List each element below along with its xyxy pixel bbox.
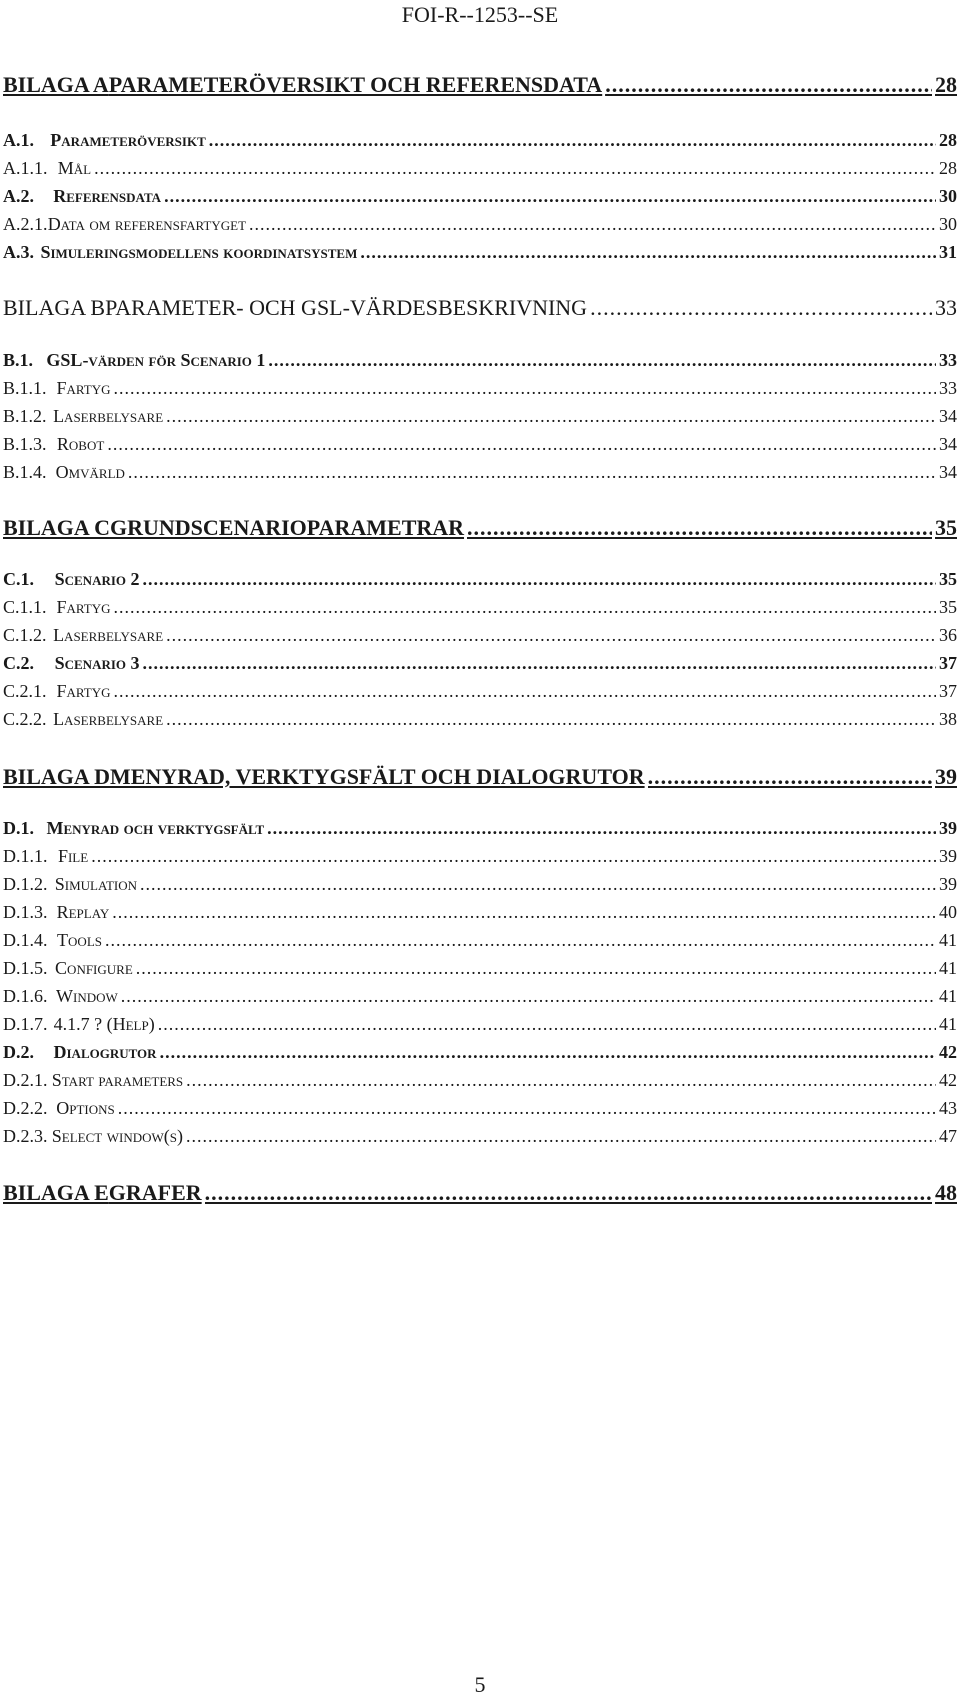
toc-entry-page: 31 bbox=[939, 242, 957, 262]
toc-entry[interactable] bbox=[0, 709, 960, 730]
toc-entry-title: Data om referensfartyget bbox=[47, 214, 247, 234]
toc-leader-dots bbox=[268, 350, 936, 371]
toc-entry-number: BILAGA B bbox=[3, 295, 106, 320]
toc-entry-page: 34 bbox=[939, 434, 957, 454]
toc-entry[interactable] bbox=[0, 930, 960, 951]
toc-entry-title: Menyrad och verktygsfält bbox=[46, 818, 265, 838]
toc-entry-title: Referensdata bbox=[53, 186, 162, 206]
toc-entry[interactable] bbox=[0, 350, 960, 371]
toc-leader-dots bbox=[205, 1180, 932, 1206]
toc-leader-dots bbox=[249, 214, 936, 235]
toc-entry[interactable] bbox=[0, 515, 960, 541]
toc-entry-title: Parameteröversikt bbox=[50, 130, 206, 150]
toc-entry-page: 41 bbox=[939, 1014, 957, 1034]
toc-entry[interactable] bbox=[0, 846, 960, 867]
toc-entry-title: Options bbox=[56, 1098, 115, 1118]
toc-entry-title: Fartyg bbox=[56, 597, 111, 617]
toc-leader-dots bbox=[118, 1098, 936, 1119]
toc-entry-title: Fartyg bbox=[56, 378, 111, 398]
toc-leader-dots bbox=[136, 958, 936, 979]
toc-entry-number: D.1.5. bbox=[3, 958, 48, 978]
toc-entry-number: D.1.3. bbox=[3, 902, 48, 922]
toc-entry-page: 33 bbox=[935, 295, 957, 320]
toc-entry[interactable] bbox=[0, 818, 960, 839]
toc-entry-page: 40 bbox=[939, 902, 957, 922]
toc-entry-page: 28 bbox=[935, 72, 957, 97]
toc-entry-title: Select window(s) bbox=[51, 1126, 183, 1146]
toc-entry-number: A.1.1. bbox=[3, 158, 48, 178]
toc-leader-dots bbox=[160, 1042, 936, 1063]
document-id-header: FOI-R--1253--SE bbox=[401, 2, 559, 27]
toc-entry-title: GRUNDSCENARIOPARAMETRAR bbox=[109, 515, 465, 540]
toc-entry-number: A.2. bbox=[3, 186, 34, 206]
toc-entry[interactable] bbox=[0, 653, 960, 674]
toc-entry-title: Simulation bbox=[54, 874, 137, 894]
toc-entry[interactable] bbox=[0, 214, 960, 235]
toc-entry[interactable] bbox=[0, 597, 960, 618]
toc-entry-number: D.1.4. bbox=[3, 930, 48, 950]
toc-entry[interactable] bbox=[0, 462, 960, 483]
toc-entry-number: D.2. bbox=[3, 1042, 34, 1062]
toc-entry[interactable] bbox=[0, 1070, 960, 1091]
toc-entry[interactable] bbox=[0, 1042, 960, 1063]
toc-entry-page: 34 bbox=[939, 462, 957, 482]
toc-leader-dots bbox=[143, 653, 936, 674]
toc-entry-number: A.1. bbox=[3, 130, 34, 150]
toc-entry-page: 30 bbox=[939, 214, 957, 234]
toc-entry-page: 33 bbox=[939, 350, 957, 370]
toc-entry-number: B.1. bbox=[3, 350, 34, 370]
toc-entry[interactable] bbox=[0, 681, 960, 702]
toc-entry[interactable] bbox=[0, 625, 960, 646]
toc-entry[interactable] bbox=[0, 764, 960, 790]
toc-entry-title: Laserbelysare bbox=[53, 625, 164, 645]
toc-entry-title: Fartyg bbox=[56, 681, 111, 701]
toc-entry-title: Replay bbox=[56, 902, 110, 922]
toc-entry-number: B.1.4. bbox=[3, 462, 47, 482]
toc-entry-page: 30 bbox=[939, 186, 957, 206]
toc-entry-page: 42 bbox=[939, 1070, 957, 1090]
toc-leader-dots bbox=[158, 1014, 936, 1035]
toc-entry-title: Scenario 2 bbox=[54, 569, 140, 589]
toc-leader-dots bbox=[105, 930, 936, 951]
toc-entry-title: Laserbelysare bbox=[53, 709, 164, 729]
toc-entry-page: 41 bbox=[939, 930, 957, 950]
toc-entry-page: 35 bbox=[939, 597, 957, 617]
toc-entry-number: D.1. bbox=[3, 818, 34, 838]
toc-entry-number: C.2.2. bbox=[3, 709, 47, 729]
toc-entry-number: D.2.1. bbox=[3, 1070, 48, 1090]
toc-entry-title: MENYRAD, VERKTYGSFÄLT OCH DIALOGRUTOR bbox=[109, 764, 645, 789]
toc-entry-number: D.1.1. bbox=[3, 846, 48, 866]
toc-entry[interactable] bbox=[0, 1126, 960, 1147]
toc-leader-dots bbox=[166, 406, 936, 427]
toc-entry-title: Simuleringsmodellens koordinatsystem bbox=[40, 242, 358, 262]
toc-leader-dots bbox=[605, 72, 932, 98]
toc-entry-title: Configure bbox=[55, 958, 133, 978]
toc-entry[interactable] bbox=[0, 242, 960, 263]
toc-leader-dots bbox=[186, 1126, 936, 1147]
toc-entry[interactable] bbox=[0, 186, 960, 207]
toc-entry[interactable] bbox=[0, 295, 960, 321]
toc-entry-page: 35 bbox=[935, 515, 957, 540]
toc-entry-title: PARAMETER- OCH GSL-VÄRDESBESKRIVNING bbox=[105, 295, 588, 320]
toc-entry-title: 4.1.7 ? (Help) bbox=[53, 1014, 155, 1034]
toc-entry-number: BILAGA A bbox=[3, 72, 109, 97]
toc-entry-number: BILAGA D bbox=[3, 764, 110, 789]
toc-entry-number: A.3. bbox=[3, 242, 34, 262]
toc-entry-number: C.2.1. bbox=[3, 681, 47, 701]
toc-leader-dots bbox=[114, 597, 936, 618]
toc-entry-page: 33 bbox=[939, 378, 957, 398]
toc-entry-page: 43 bbox=[939, 1098, 957, 1118]
toc-entry-number: A.2.1. bbox=[3, 214, 48, 234]
toc-entry[interactable] bbox=[0, 1098, 960, 1119]
toc-entry-title: File bbox=[57, 846, 89, 866]
toc-entry-number: C.1.2. bbox=[3, 625, 47, 645]
toc-entry-title: GRAFER bbox=[108, 1180, 202, 1205]
toc-leader-dots bbox=[107, 434, 936, 455]
toc-entry-page: 47 bbox=[939, 1126, 957, 1146]
toc-entry[interactable] bbox=[0, 130, 960, 151]
toc-entry-page: 39 bbox=[935, 764, 957, 789]
toc-entry-number: BILAGA E bbox=[3, 1180, 109, 1205]
toc-entry[interactable] bbox=[0, 569, 960, 590]
toc-leader-dots bbox=[166, 625, 936, 646]
toc-entry-page: 38 bbox=[939, 709, 957, 729]
toc-entry-page: 37 bbox=[939, 681, 957, 701]
toc-entry-title: Start parameters bbox=[51, 1070, 184, 1090]
toc-entry[interactable] bbox=[0, 378, 960, 399]
toc-entry-page: 34 bbox=[939, 406, 957, 426]
toc-leader-dots bbox=[112, 902, 936, 923]
toc-entry-number: B.1.3. bbox=[3, 434, 47, 454]
toc-entry[interactable] bbox=[0, 874, 960, 895]
toc-leader-dots bbox=[467, 515, 932, 541]
toc-entry-page: 48 bbox=[935, 1180, 957, 1205]
toc-leader-dots bbox=[91, 846, 936, 867]
toc-entry[interactable] bbox=[0, 406, 960, 427]
toc-leader-dots bbox=[114, 378, 936, 399]
toc-entry-page: 36 bbox=[939, 625, 957, 645]
toc-entry-page: 39 bbox=[939, 846, 957, 866]
toc-leader-dots bbox=[94, 158, 936, 179]
toc-leader-dots bbox=[648, 764, 932, 790]
toc-leader-dots bbox=[143, 569, 936, 590]
toc-leader-dots bbox=[209, 130, 936, 151]
toc-entry-number: B.1.1. bbox=[3, 378, 47, 398]
toc-entry-number: D.1.6. bbox=[3, 986, 48, 1006]
toc-entry-number: C.1.1. bbox=[3, 597, 47, 617]
toc-entry-title: GSL-värden för Scenario 1 bbox=[46, 350, 266, 370]
toc-entry-page: 41 bbox=[939, 958, 957, 978]
toc-entry-title: Window bbox=[56, 986, 118, 1006]
toc-entry-number: C.1. bbox=[3, 569, 34, 589]
toc-entry-title: Tools bbox=[57, 930, 102, 950]
toc-leader-dots bbox=[121, 986, 936, 1007]
toc-entry-page: 42 bbox=[939, 1042, 957, 1062]
toc-entry[interactable] bbox=[0, 958, 960, 979]
toc-entry-number: D.2.3. bbox=[3, 1126, 48, 1146]
toc-entry-number: C.2. bbox=[3, 653, 34, 673]
toc-entry[interactable] bbox=[0, 158, 960, 179]
toc-leader-dots bbox=[166, 709, 936, 730]
toc-leader-dots bbox=[360, 242, 936, 263]
toc-entry[interactable] bbox=[0, 434, 960, 455]
toc-entry-page: 37 bbox=[939, 653, 957, 673]
toc-entry-title: Mål bbox=[57, 158, 92, 178]
toc-entry-number: B.1.2. bbox=[3, 406, 47, 426]
toc-leader-dots bbox=[114, 681, 936, 702]
toc-entry-title: PARAMETERÖVERSIKT OCH REFERENSDATA bbox=[108, 72, 603, 97]
toc-entry-title: Robot bbox=[56, 434, 105, 454]
toc-entry-page: 35 bbox=[939, 569, 957, 589]
toc-leader-dots bbox=[186, 1070, 936, 1091]
page-number: 5 bbox=[474, 1672, 486, 1697]
toc-entry-title: Dialogrutor bbox=[53, 1042, 157, 1062]
toc-entry[interactable] bbox=[0, 1180, 960, 1206]
toc-entry-number: D.1.2. bbox=[3, 874, 48, 894]
toc-leader-dots bbox=[140, 874, 936, 895]
toc-leader-dots bbox=[267, 818, 936, 839]
toc-entry[interactable] bbox=[0, 72, 960, 98]
toc-entry-page: 39 bbox=[939, 818, 957, 838]
toc-entry-page: 39 bbox=[939, 874, 957, 894]
toc-leader-dots bbox=[164, 186, 936, 207]
toc-leader-dots bbox=[128, 462, 936, 483]
toc-entry-page: 28 bbox=[939, 130, 957, 150]
toc-entry[interactable] bbox=[0, 1014, 960, 1035]
toc-entry[interactable] bbox=[0, 986, 960, 1007]
toc-entry-page: 41 bbox=[939, 986, 957, 1006]
toc-entry-title: Laserbelysare bbox=[53, 406, 164, 426]
toc-entry-number: D.2.2. bbox=[3, 1098, 48, 1118]
toc-entry-title: Scenario 3 bbox=[54, 653, 140, 673]
toc-entry-number: BILAGA C bbox=[3, 515, 110, 540]
toc-entry-number: D.1.7. bbox=[3, 1014, 48, 1034]
toc-entry-title: Omvärld bbox=[55, 462, 125, 482]
toc-entry[interactable] bbox=[0, 902, 960, 923]
toc-leader-dots bbox=[590, 295, 932, 321]
toc-entry-page: 28 bbox=[939, 158, 957, 178]
